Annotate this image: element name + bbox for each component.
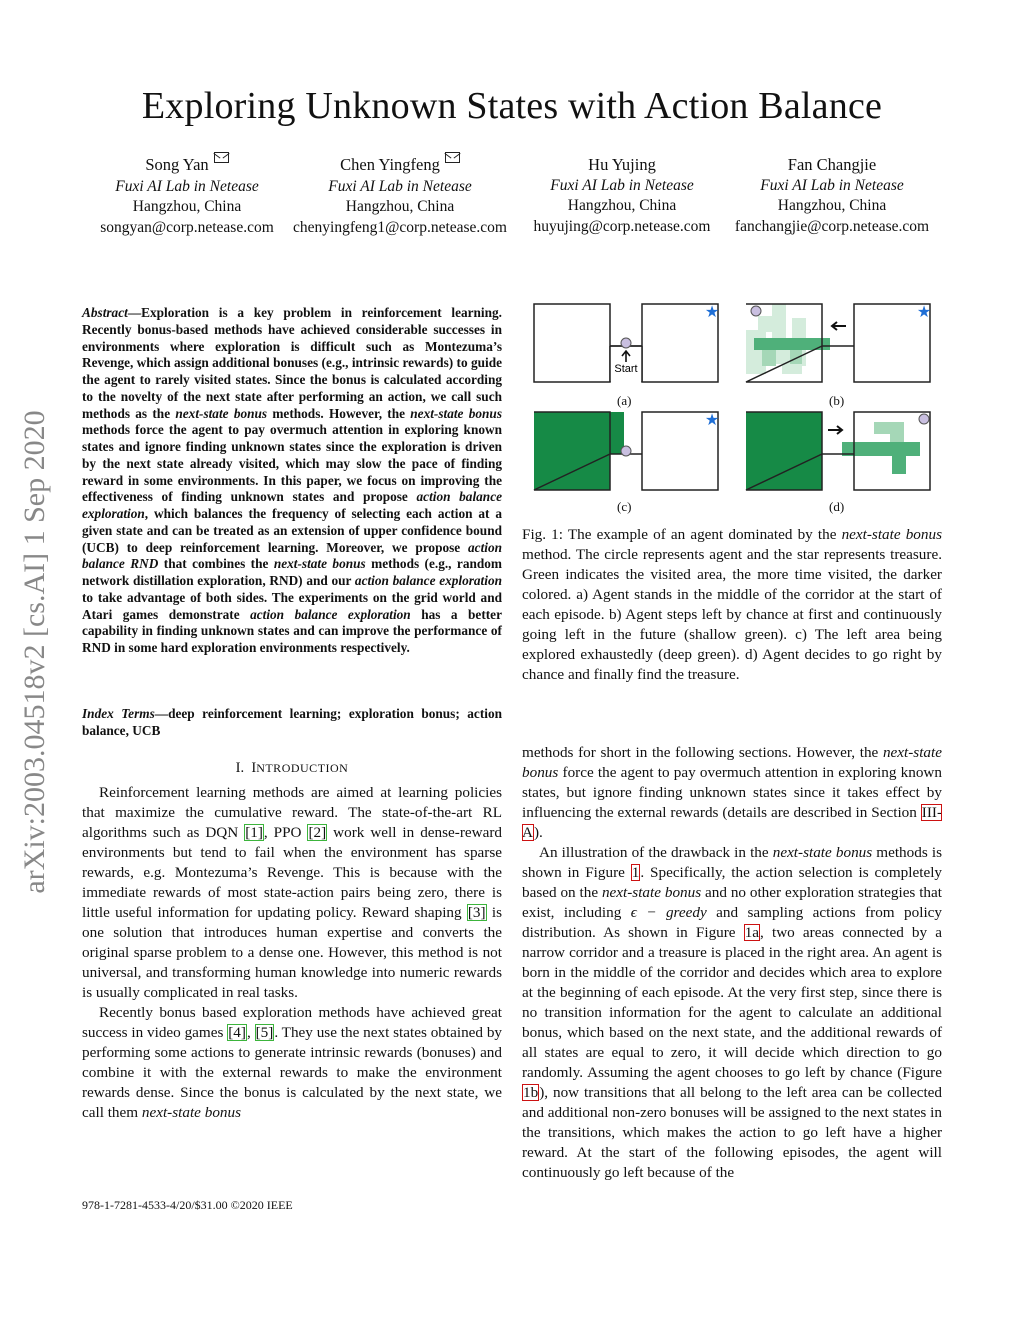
abstract-text: —Exploration is a key problem in reinforcement learning. Recently bonus-based methods have achieved considerable successes in environments where exploration is difficult such as Montezuma’s Revenge, which assign additional bonuses (e.g., intrinsic rewards) to guide the agent to rarely visited states. Since the bonus is calculated according to the novelty of the next state after performing an action, we call such methods as the	[82, 305, 502, 421]
author-affiliation: Fuxi AI Lab in Netease	[115, 177, 259, 195]
author-city: Hangzhou, China	[132, 198, 242, 215]
agent-icon	[751, 306, 761, 316]
panel-b	[746, 304, 931, 382]
text: Recently bonus based exploration methods have achieved great success in video games	[82, 1004, 502, 1041]
paragraph	[82, 783, 502, 1003]
subfigure-label-c: (c)	[617, 499, 632, 514]
subfigure-label-a: (a)	[617, 393, 632, 408]
text: Reinforcement learning methods are aimed at learning policies that maximize the cumulative reward. The state-of-the-art RL algorithms such as DQN	[82, 784, 502, 841]
math-expression: ϵ − greedy	[630, 904, 707, 921]
section-initial: I	[251, 760, 257, 776]
left-arrow-icon	[832, 322, 846, 330]
author-block	[712, 155, 952, 237]
figure-1	[530, 300, 940, 520]
paragraph	[82, 1003, 502, 1123]
text: An illustration of the drawback in the	[539, 844, 773, 861]
figure-caption	[522, 525, 942, 685]
text: is one solution that introduces human expertise and converts the original sparse problem to a dense one. However, this method is not universal, and transforming human knowledge into numeric rewards is usually complicated in real tasks.	[82, 904, 502, 1001]
text: method. The circle represents agent and the star represents treasure. Green indicates the visited area, the more time visited, the darker colored. a) Agent stands in the middle of the corridor at the start of each episode. b) Agent steps left by chance at first and continuously going left in the future (shallow green). c) The left area being explored exhaustedly (deep green). d) Agent decides to go right by chance and finally find the treasure.	[522, 546, 942, 683]
citation-link[interactable]: [1]	[245, 824, 263, 841]
panel-d	[746, 412, 930, 490]
term: next-state bonus	[772, 844, 873, 861]
author-name: Fan Changjie	[787, 155, 877, 174]
author-name: Chen Yingfeng	[340, 155, 440, 174]
arxiv-identifier[interactable]: arXiv:2003.04518v2 [cs.AI] 1 Sep 2020	[18, 410, 51, 894]
term: next-state bonus	[841, 526, 943, 543]
author-affiliation: Fuxi AI Lab in Netease	[760, 176, 904, 194]
text: work well in dense-reward environments but tend to fail when the environment has sparse rewards, e.g. Montezuma’s Revenge. This is because with the immediate rewards of most state-action pairs being zero, there is little useful information for updating policy. Reward shaping	[82, 824, 502, 921]
copyright-footer: 978-1-7281-4533-4/20/$31.00 ©2020 IEEE	[82, 1198, 293, 1212]
author-block	[502, 155, 742, 237]
section-title-rest: NTRODUCTION	[256, 761, 349, 775]
abstract-term: action balance RND	[82, 539, 502, 572]
agent-icon	[621, 446, 631, 456]
paper-title: Exploring Unknown States with Action Balance	[141, 85, 883, 127]
text: , PPO	[263, 824, 308, 841]
abstract-text: methods. However, the	[267, 405, 411, 421]
visited-cell	[892, 456, 906, 474]
agent-icon	[919, 414, 929, 424]
abstract-term: action balance exploration	[250, 606, 411, 622]
abstract-text: has a better capability in finding unknown states and can improve the performance of RND in some hard exploration environments respectively.	[82, 606, 502, 655]
abstract-term: next-state bonus	[410, 405, 502, 421]
visited-cell	[758, 316, 786, 332]
caption-label: Fig. 1:	[522, 526, 563, 543]
star-icon: ★	[704, 304, 720, 321]
abstract-text: , which balances the frequency of selecting each action at a given state and can be treated as an extension of upper confidence bound (UCB) to deep reinforcement learning. Moreover, we propose	[82, 506, 502, 555]
abstract-term: action balance exploration	[354, 573, 502, 588]
abstract-term: action balance exploration	[82, 489, 503, 521]
text: . They use the next states obtained by performing some actions to generate intrinsic rewards (bonuses) and combine it with the external rewards to make the environment rewards dense. Since the bonus is calculated by the next state, we call them	[82, 1024, 503, 1121]
subfigure-label-d: (d)	[829, 499, 845, 514]
right-arrow-icon	[828, 426, 842, 434]
text: . Specifically, the action selection is completely based on the	[522, 864, 943, 901]
index-terms-label: Index Terms	[82, 706, 155, 721]
subfigure-label-b: (b)	[829, 393, 845, 408]
text: , two areas connected by a narrow corridor and a treasure is placed in the right area. An agent is born in the middle of the corridor and decides which area to explore at the beginning of each episode. At the very first step, since there is no transition information for the agent to calculate an additional bonus, which based on the next state, and the additional rewards of all states are equal to zero, it will decide which direction to go randomly. Assuming the agent chooses to go left by chance (Figure	[522, 924, 942, 1081]
text: ).	[533, 824, 543, 841]
text: and no other exploration strategies that exist, including	[522, 884, 942, 921]
abstract-term: next-state bonus	[175, 405, 268, 421]
text: The example of an agent dominated by the	[563, 526, 842, 543]
visited-area	[746, 412, 822, 490]
index-terms	[82, 706, 502, 740]
figure-link[interactable]: 1a	[744, 924, 760, 941]
paragraph	[522, 743, 942, 843]
term: next-state bonus	[601, 884, 702, 901]
introduction-text	[82, 783, 502, 1123]
abstract-text: methods (e.g., random network distillation exploration, RND) and our	[82, 556, 502, 588]
abstract-label: Abstract	[82, 305, 128, 320]
text: and sampling actions from policy distribution. As shown in Figure	[522, 904, 942, 941]
section-link[interactable]: III-A	[522, 804, 942, 841]
author-affiliation: Fuxi AI Lab in Netease	[550, 176, 694, 194]
author-email[interactable]: chenyingfeng1@corp.netease.com	[293, 218, 507, 236]
figure-link[interactable]: 1	[631, 864, 640, 881]
abstract-text: that combines the	[158, 556, 274, 572]
agent-icon	[621, 338, 631, 348]
start-label: Start	[614, 363, 638, 375]
visited-cell	[874, 422, 904, 434]
panel-c	[534, 412, 719, 490]
star-icon: ★	[704, 412, 720, 429]
author-email[interactable]: songyan@corp.netease.com	[100, 218, 274, 236]
right-column-text	[522, 743, 942, 1183]
abstract-term: next-state bonus	[273, 556, 366, 572]
paragraph	[522, 843, 942, 1183]
citation-link[interactable]: [2]	[308, 824, 327, 841]
abstract-text: to take advantage of both sides. The experiments on the grid world and Atari games demonstrate	[82, 589, 502, 622]
author-block	[280, 155, 520, 238]
author-city: Hangzhou, China	[777, 197, 887, 214]
envelope-icon	[214, 152, 229, 163]
abstract	[82, 305, 502, 657]
term: next-state bonus	[141, 1104, 242, 1121]
text: ), now transitions that all belong to the left area can be collected and additional non-zero bonuses will be assigned to the next states in the transitions, which makes the action to go left have a higher reward. At the start of the following episodes, the agent will continuously go left because of the	[522, 1084, 942, 1181]
text: force the agent to pay overmuch attention in exploring known states, but ignore finding unknown states since it takes effect by influencing the external rewards (details are described in Section	[522, 764, 942, 821]
section-number: I.	[235, 760, 245, 776]
figure-link[interactable]: 1b	[523, 1084, 539, 1101]
text: ,	[246, 1024, 255, 1041]
author-block	[67, 155, 307, 238]
visited-area	[534, 412, 610, 490]
text: methods is shown in Figure	[522, 844, 942, 881]
author-name: Hu Yujing	[588, 155, 656, 174]
author-name: Song Yan	[145, 155, 209, 174]
panel-a	[534, 304, 719, 382]
star-icon: ★	[916, 304, 932, 321]
text: methods for short in the following sections. However, the	[522, 744, 883, 761]
author-city: Hangzhou, China	[567, 197, 677, 214]
term: next-state bonus	[522, 744, 942, 781]
author-affiliation: Fuxi AI Lab in Netease	[328, 177, 472, 195]
envelope-icon	[445, 152, 460, 163]
abstract-text: methods force the agent to pay overmuch attention in exploring known states and ignore finding unknown states since the exploration is driven by the next state already visited, which may slow the pace of finding reward in some environments. In this paper, we focus on improving the effectiveness of finding unknown states and propose	[82, 422, 502, 505]
section-heading	[82, 760, 502, 777]
index-terms-text: —deep reinforcement learning; exploration bonus; action balance, UCB	[82, 706, 502, 738]
author-email[interactable]: fanchangjie@corp.netease.com	[734, 217, 930, 235]
citation-link[interactable]: [3]	[467, 904, 486, 921]
visited-cell	[762, 350, 776, 366]
author-email[interactable]: huyujing@corp.netease.com	[533, 217, 711, 235]
author-city: Hangzhou, China	[345, 198, 455, 215]
citation-link[interactable]: [5]	[255, 1024, 274, 1041]
citation-link[interactable]: [4]	[228, 1024, 246, 1041]
